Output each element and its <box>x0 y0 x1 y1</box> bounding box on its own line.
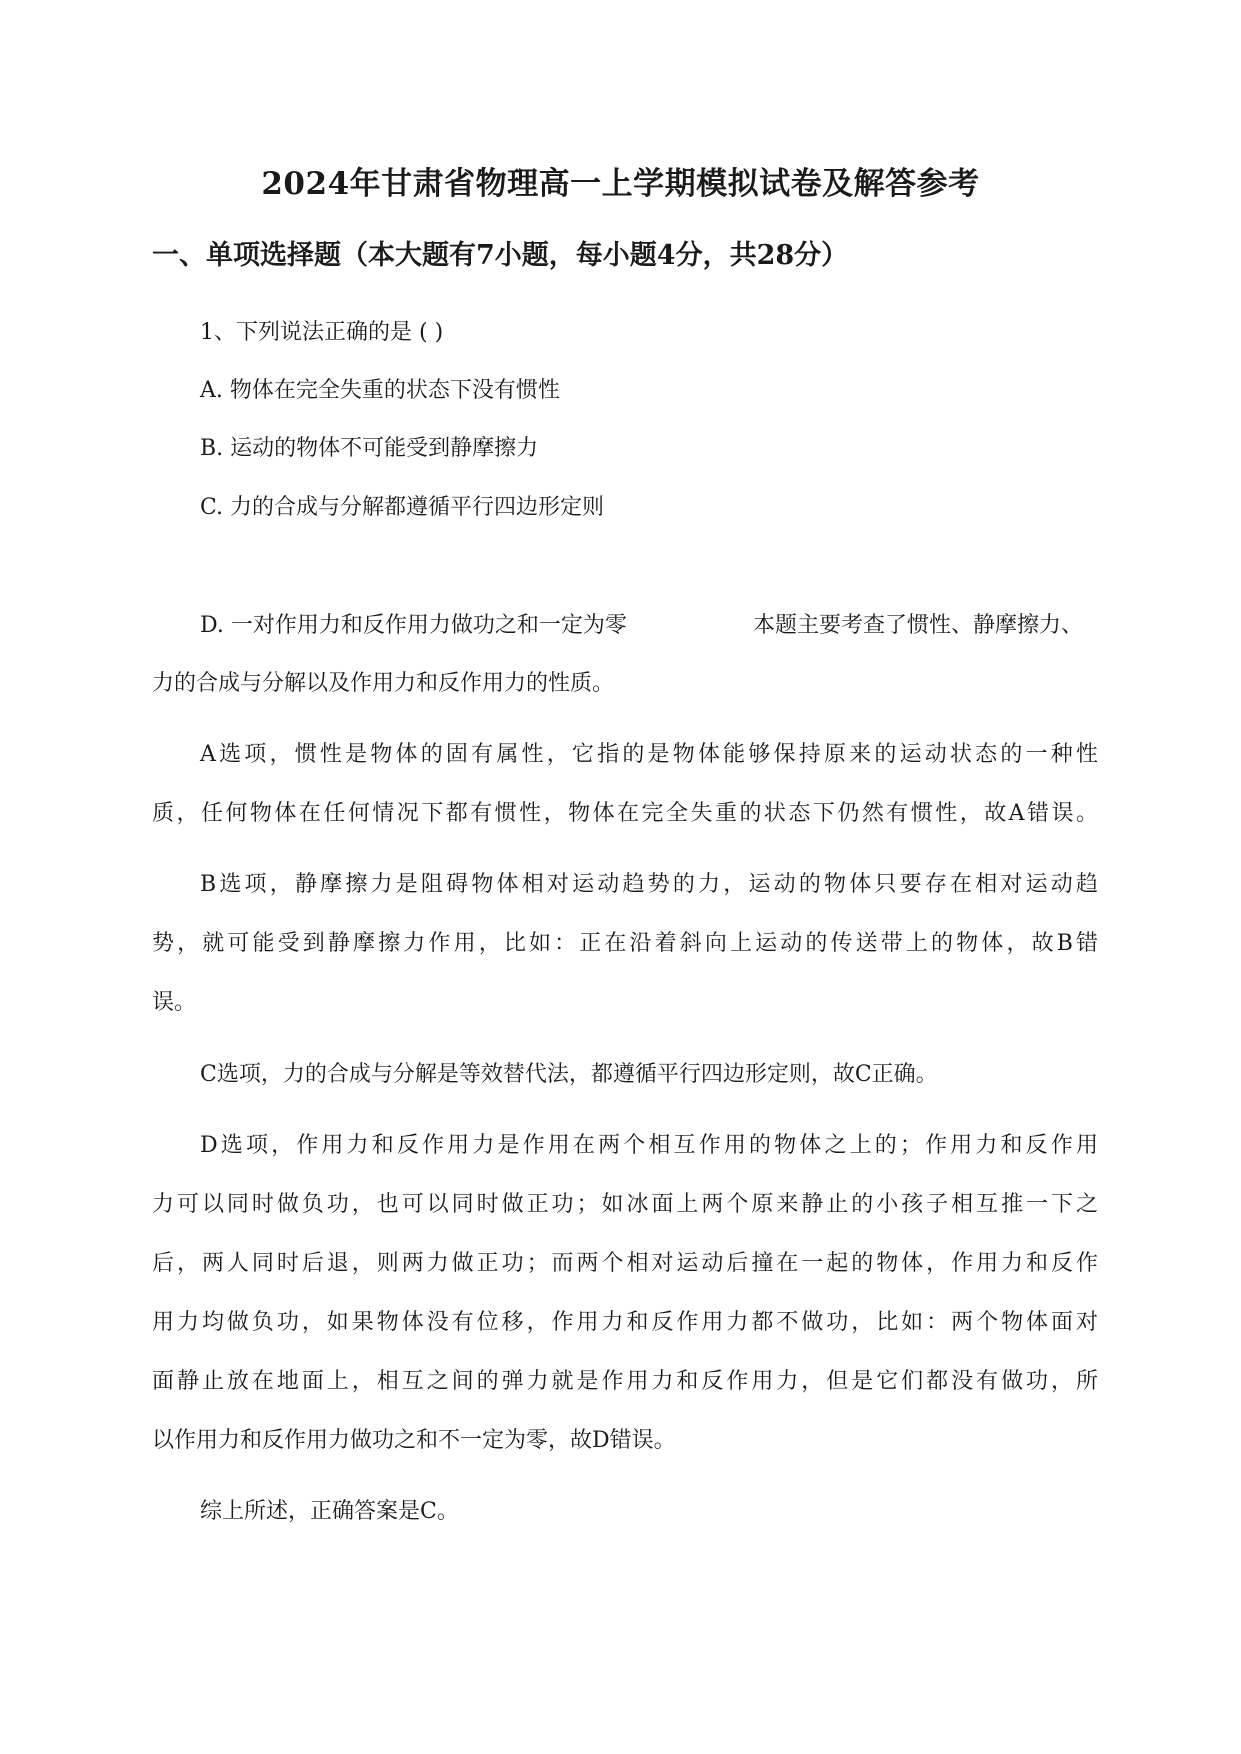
analysis-intro-continued: 力的合成与分解以及作用力和反作用力的性质。 <box>152 671 615 696</box>
section-heading: 一、单项选择题（本大题有7小题，每小题4分，共28分） <box>152 240 849 271</box>
analysis-b-line: 势，就可能受到静摩擦力作用，比如：正在沿着斜向上运动的传送带上的物体，故B错 <box>152 931 1098 956</box>
analysis-a-line: 质，任何物体在任何情况下都有惯性，物体在完全失重的状态下仍然有惯性，故A错误。 <box>152 801 1098 826</box>
option-c: C. 力的合成与分解都遵循平行四边形定则 <box>200 495 605 520</box>
option-b: B. 运动的物体不可能受到静摩擦力 <box>200 436 539 461</box>
document-title: 2024年甘肃省物理高一上学期模拟试卷及解答参考 <box>261 166 980 202</box>
analysis-d-line: 用力均做负功，如果物体没有位移，作用力和反作用力都不做功，比如：两个物体面对 <box>152 1310 1098 1335</box>
option-d: D. 一对作用力和反作用力做功之和一定为零 <box>200 613 627 638</box>
analysis-d-line: 力可以同时做负功，也可以同时做正功；如冰面上两个原来静止的小孩子相互推一下之 <box>152 1192 1098 1217</box>
analysis-conclusion: 综上所述，正确答案是C。 <box>200 1499 459 1524</box>
analysis-intro: 本题主要考查了惯性、静摩擦力、 <box>753 613 1084 638</box>
analysis-d-line: 以作用力和反作用力做功之和不一定为零，故D错误。 <box>152 1428 676 1453</box>
analysis-c-line: C选项，力的合成与分解是等效替代法，都遵循平行四边形定则，故C正确。 <box>200 1062 938 1087</box>
analysis-d-line: D选项，作用力和反作用力是作用在两个相互作用的物体之上的；作用力和反作用 <box>200 1133 1098 1158</box>
analysis-b-line: B选项，静摩擦力是阻碍物体相对运动趋势的力，运动的物体只要存在相对运动趋 <box>200 872 1098 897</box>
analysis-d-line: 后，两人同时后退，则两力做正功；而两个相对运动后撞在一起的物体，作用力和反作 <box>152 1251 1098 1276</box>
analysis-a-line: A选项，惯性是物体的固有属性，它指的是物体能够保持原来的运动状态的一种性 <box>200 742 1098 767</box>
question-stem: 1、下列说法正确的是 ( ) <box>200 320 444 345</box>
analysis-d-line: 面静止放在地面上，相互之间的弹力就是作用力和反作用力，但是它们都没有做功，所 <box>152 1369 1098 1394</box>
analysis-b-line: 误。 <box>152 990 197 1015</box>
option-a: A. 物体在完全失重的状态下没有惯性 <box>200 378 560 403</box>
